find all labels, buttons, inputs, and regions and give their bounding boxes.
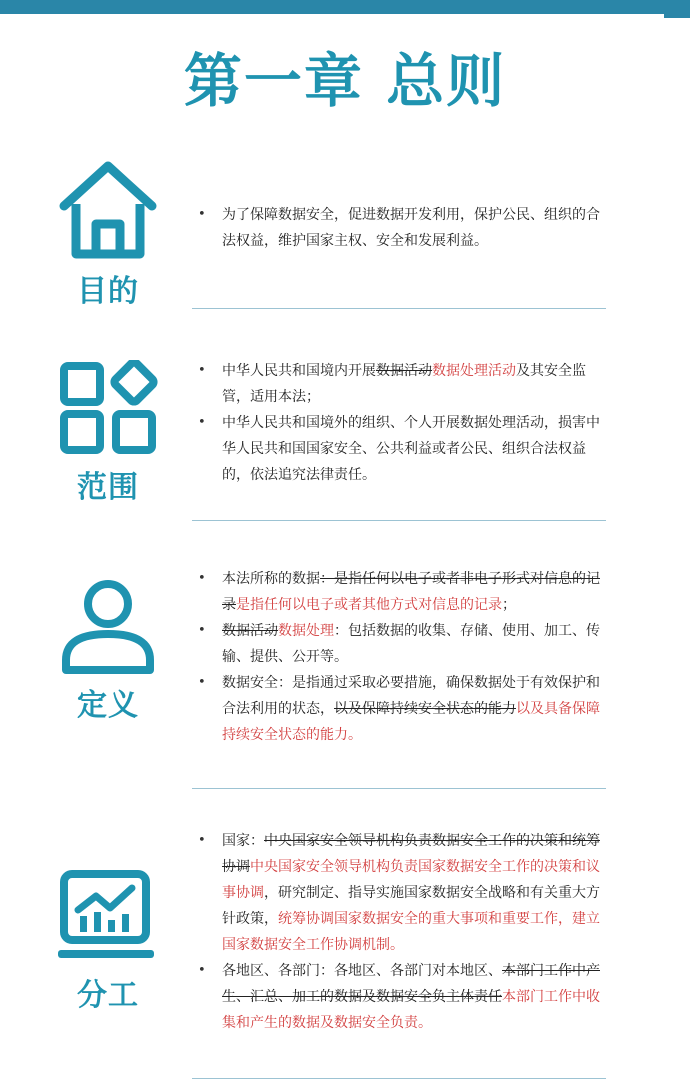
inserted-text: 数据处理活动: [432, 363, 516, 379]
section-label-definition: 定义: [77, 688, 139, 723]
page-title: 第一章 总则: [183, 47, 507, 115]
body-text: 中华人民共和国境内开展: [222, 363, 376, 379]
inserted-text: 统筹协调国家数据安全的重大事项和重要工作，建立国家数据安全工作协调机制。: [222, 911, 600, 953]
purpose-list: [196, 202, 606, 254]
body-text: 各地区、各部门：各地区、各部门对本地区、: [222, 963, 502, 979]
body-text: 中华人民共和国境外的组织、个人开展数据处理活动，损害中华人民共和国国家安全、公共利益或者公民、组织合法权益的，依法追究法律责任。: [222, 415, 600, 483]
section-label-purpose: 目的: [77, 274, 139, 309]
bullet-item: [196, 202, 606, 254]
bullet-item: [196, 566, 606, 618]
bullet-item: [196, 358, 606, 410]
bullet-item: [196, 958, 606, 1036]
inserted-text: 中央国家安全领导机构负责国家数据安全工作的决策和议事协调: [222, 859, 600, 901]
inserted-text: 是指任何以电子或者其他方式对信息的记录: [236, 597, 502, 613]
bullet-item: [196, 670, 606, 748]
divider: [192, 788, 606, 789]
scope-list: [196, 358, 606, 488]
bullet-item: [196, 828, 606, 958]
division-list: [196, 828, 606, 1036]
section-label-division: 分工: [77, 978, 139, 1013]
deleted-text: 数据活动: [376, 363, 432, 379]
body-text: 国家：: [222, 833, 264, 849]
body-text: ，研究制定、指导实施国家数据安全战略和有关重大方针政策，: [222, 885, 600, 927]
deleted-text: 以及保障持续安全状态的能力: [334, 701, 516, 717]
divider: [192, 1078, 606, 1079]
top-bar-edge: [664, 14, 690, 18]
body-text: 为了保障数据安全，促进数据开发利用，保护公民、组织的合法权益，维护国家主权、安全和发展利益。: [222, 207, 600, 249]
deleted-text: ：是指任何以电子或者非电子形式对信息的记录: [222, 571, 600, 613]
house-icon: [56, 160, 160, 260]
inserted-text: 以及具备保障持续安全状态的能力。: [222, 701, 600, 743]
bullet-item: [196, 410, 606, 488]
chart-screen-icon: [58, 868, 158, 964]
divider: [192, 308, 606, 309]
body-text: 本法所称的数据: [222, 571, 320, 587]
deleted-text: 中央国家安全领导机构负责数据安全工作的决策和统筹协调: [222, 833, 600, 875]
divider: [192, 520, 606, 521]
body-text: ：包括数据的收集、存储、使用、加工、传输、提供、公开等。: [222, 623, 600, 665]
inserted-text: 本部门工作中收集和产生的数据及数据安全负责。: [222, 989, 600, 1031]
body-text: 及其安全监管，适用本法；: [222, 363, 586, 405]
top-bar: [0, 0, 690, 14]
section-label-scope: 范围: [77, 470, 139, 505]
deleted-text: 数据活动: [222, 623, 278, 639]
body-text: ；: [502, 597, 516, 613]
definition-list: [196, 566, 606, 748]
body-text: 数据安全：是指通过采取必要措施，确保数据处于有效保护和合法利用的状态，: [222, 675, 600, 717]
user-icon: [58, 578, 158, 674]
inserted-text: 数据处理: [278, 623, 334, 639]
deleted-text: 本部门工作中产生、汇总、加工的数据及数据安全负主体责任: [222, 963, 600, 1005]
grid-icon: [58, 360, 158, 456]
bullet-item: [196, 618, 606, 670]
